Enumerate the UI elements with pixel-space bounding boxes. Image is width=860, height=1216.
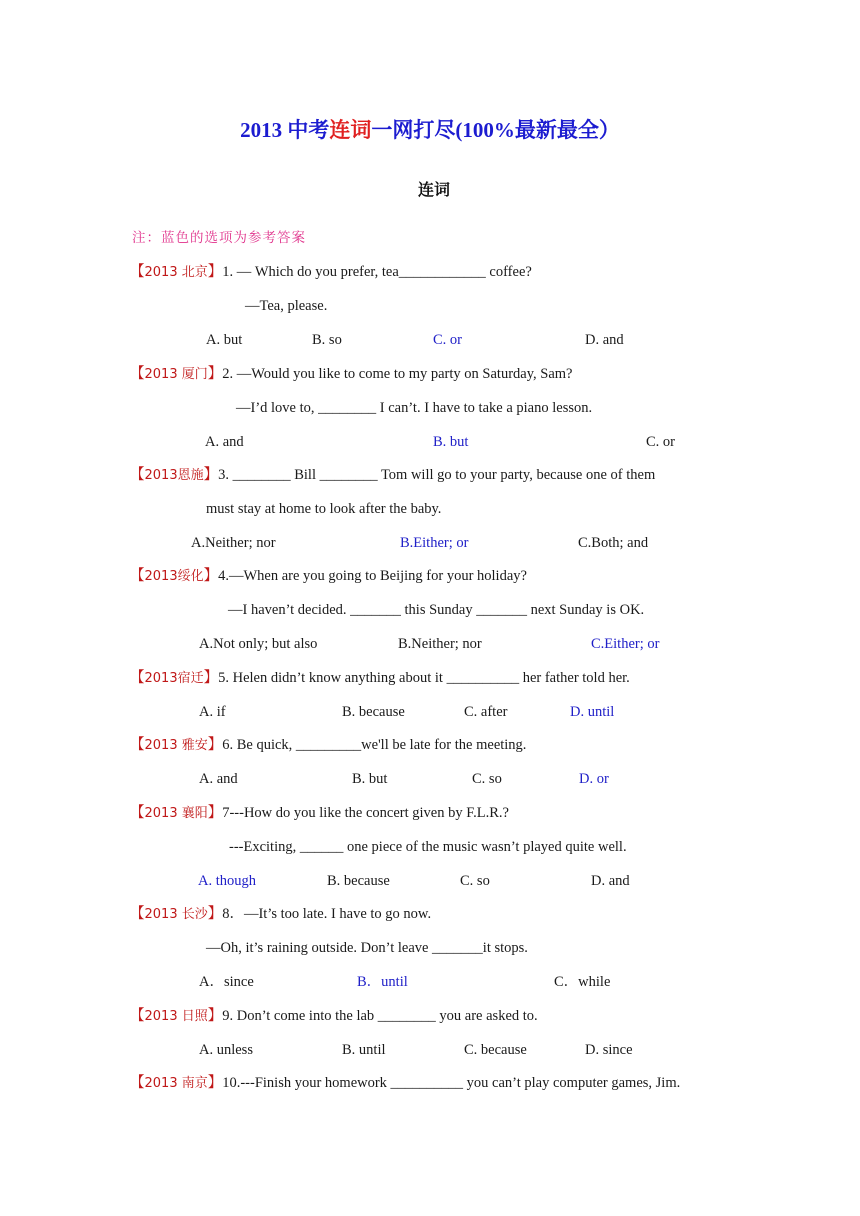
option-b: B.Neither; nor <box>398 636 482 652</box>
question-source: 2013 厦门 <box>144 367 208 382</box>
question-8-line2: —Oh, it’s raining outside. Don’t leave _______it stops. <box>206 940 528 956</box>
question-10: 【2013 南京】10.---Finish your homework __________ you can’t play computer games, Jim. <box>130 1075 681 1091</box>
question-1: 【2013 北京】1. — Which do you prefer, tea____________ coffee? <box>130 264 532 280</box>
question-source: 2013绥化 <box>144 569 204 584</box>
question-source: 2013宿迁 <box>144 671 204 686</box>
option-c: C. so <box>460 873 490 889</box>
question-text: 6. Be quick, _________we'll be late for the meeting. <box>222 737 527 753</box>
option-b: B. until <box>342 1042 386 1058</box>
question-text: 7---How do you like the concert given by F.L.R.? <box>222 805 509 821</box>
question-source: 2013 日照 <box>144 1009 208 1024</box>
option-c: C. or <box>646 434 675 450</box>
option-d: D. since <box>585 1042 633 1058</box>
option-d: D. and <box>585 332 624 348</box>
option-c: C.Both; and <box>578 535 649 551</box>
question-4: 【2013绥化】4.—When are you going to Beijing for your holiday? <box>130 568 527 584</box>
option-b: B. so <box>312 332 342 348</box>
option-c: C. so <box>472 771 502 787</box>
option-b: B. but <box>352 771 388 787</box>
question-source: 2013 长沙 <box>144 907 208 922</box>
question-source: 2013恩施 <box>144 468 204 483</box>
question-7-line2: ---Exciting, ______ one piece of the music wasn’t played quite well. <box>229 839 627 855</box>
answer-note: 注：蓝色的选项为参考答案 <box>132 230 306 246</box>
question-8: 【2013 长沙】8．—It’s too late. I have to go now. <box>130 906 432 922</box>
question-2: 【2013 厦门】2. —Would you like to come to my party on Saturday, Sam? <box>130 366 573 382</box>
option-a: A. and <box>199 771 238 787</box>
option-a: A. but <box>206 332 243 348</box>
option-b: B. because <box>342 704 405 720</box>
page-title: 2013 中考连词一网打尽(100%最新最全） <box>240 118 620 142</box>
question-9: 【2013 日照】9. Don’t come into the lab ________ you are asked to. <box>130 1008 538 1024</box>
option-a: A. if <box>199 704 226 720</box>
section-heading: 连词 <box>417 182 450 199</box>
question-text: 1. — Which do you prefer, tea____________ coffee? <box>222 264 532 280</box>
option-c: C. after <box>464 704 508 720</box>
option-b-answer: B. but <box>433 434 469 450</box>
question-text: 5. Helen didn’t know anything about it __________ her father told her. <box>218 670 630 686</box>
option-b: B. because <box>327 873 390 889</box>
title-highlight: 连词 <box>329 118 372 142</box>
question-6: 【2013 雅安】6. Be quick, _________we'll be late for the meeting. <box>130 737 527 753</box>
question-4-line2: —I haven’t decided. _______ this Sunday _______ next Sunday is OK. <box>228 602 645 618</box>
option-c: C．while <box>554 974 611 990</box>
question-7: 【2013 襄阳】7---How do you like the concert given by F.L.R.? <box>130 805 509 821</box>
question-text: 10.---Finish your homework __________ you can’t play computer games, Jim. <box>222 1075 681 1091</box>
option-a: A. and <box>205 434 244 450</box>
option-d: D. and <box>591 873 630 889</box>
option-a: A．since <box>199 974 254 990</box>
question-3: 【2013恩施】3. ________ Bill ________ Tom will go to your party, because one of them <box>130 467 656 483</box>
option-d-answer: D. or <box>579 771 609 787</box>
question-1-line2: —Tea, please. <box>245 298 328 314</box>
question-3-line2: must stay at home to look after the baby. <box>206 501 442 517</box>
question-text: 4.—When are you going to Beijing for your holiday? <box>218 568 527 584</box>
question-text: 8．—It’s too late. I have to go now. <box>222 906 432 922</box>
option-c: C. because <box>464 1042 527 1058</box>
option-d-answer: D. until <box>570 704 615 720</box>
option-c-answer: C. or <box>433 332 462 348</box>
option-b-answer: B.Either; or <box>400 535 469 551</box>
question-source: 2013 北京 <box>144 265 208 280</box>
question-source: 2013 雅安 <box>144 738 208 753</box>
option-a: A.Neither; nor <box>191 535 276 551</box>
question-source: 2013 襄阳 <box>144 806 208 821</box>
question-text: 3. ________ Bill ________ Tom will go to your party, because one of them <box>218 467 656 483</box>
option-c-answer: C.Either; or <box>591 636 660 652</box>
question-text: 2. —Would you like to come to my party on Saturday, Sam? <box>222 366 573 382</box>
question-2-line2: —I’d love to, ________ I can’t. I have to take a piano lesson. <box>236 400 593 416</box>
option-a: A.Not only; but also <box>199 636 318 652</box>
option-a: A. unless <box>199 1042 253 1058</box>
question-5: 【2013宿迁】5. Helen didn’t know anything about it __________ her father told her. <box>130 670 630 686</box>
question-text: 9. Don’t come into the lab ________ you are asked to. <box>222 1008 538 1024</box>
option-b-answer: B．until <box>357 974 408 990</box>
question-source: 2013 南京 <box>144 1076 208 1091</box>
option-a-answer: A. though <box>198 873 256 889</box>
